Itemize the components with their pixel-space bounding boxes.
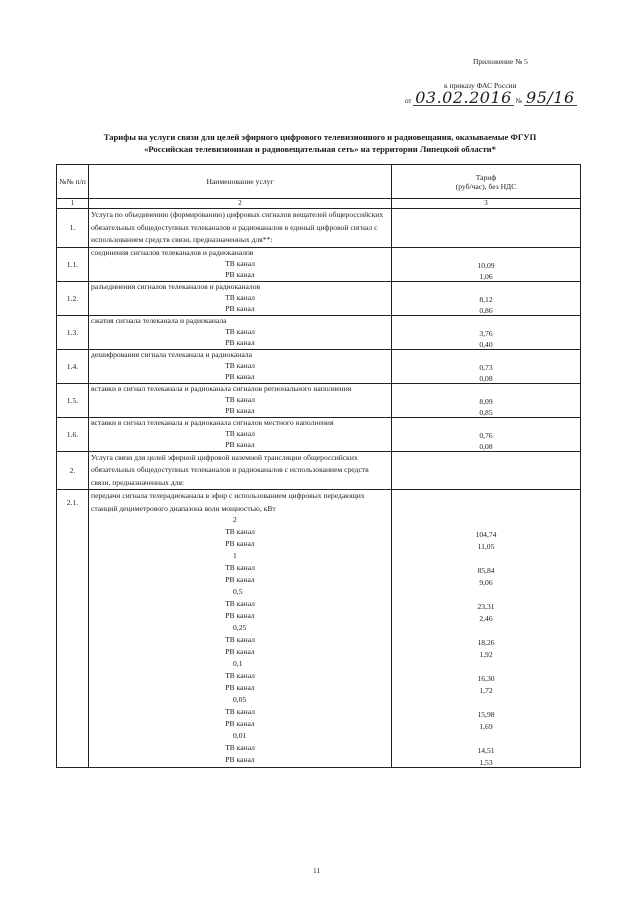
rv-channel-tariff: 0,40 (392, 338, 581, 350)
row-tariff (392, 587, 581, 599)
table-row (57, 659, 581, 671)
row-num: 2. (57, 451, 89, 490)
table-row (57, 315, 581, 327)
tv-channel-tariff: 14,51 (392, 743, 581, 755)
rv-channel-tariff: 1,72 (392, 683, 581, 695)
tv-channel-label: ТВ канал (89, 743, 392, 755)
header-service: Наименование услуг (89, 165, 392, 199)
table-row (57, 755, 581, 768)
table-row (57, 539, 581, 551)
row-tariff (392, 451, 581, 490)
table-row (57, 719, 581, 731)
rv-channel-tariff: 0,86 (392, 304, 581, 316)
table-row (57, 327, 581, 338)
row-service: вставки в сигнал телеканала и радиоканала сигналов местного наполнения (89, 417, 392, 429)
rv-channel-label: РВ канал (89, 406, 392, 418)
row-num (57, 623, 89, 659)
tv-channel-tariff: 23,31 (392, 599, 581, 611)
row-service: разъединения сигналов телеканалов и радиоканалов (89, 281, 392, 293)
tv-channel-label: ТВ канал (89, 635, 392, 647)
tv-channel-label: ТВ канал (89, 527, 392, 539)
row-tariff (392, 623, 581, 635)
row-tariff (392, 247, 581, 259)
table-row (57, 247, 581, 259)
tv-channel-label: ТВ канал (89, 599, 392, 611)
power-level: 0,1 (89, 659, 392, 671)
power-level: 0,01 (89, 731, 392, 743)
table-row (57, 383, 581, 395)
row-num: 1.1. (57, 247, 89, 281)
row-service: Услуга связи для целей эфирной цифровой наземной трансляции общероссийских обязательных общедоступных телеканалов и радиоканалов с использованием средств связи, предназначенных для: (89, 451, 392, 490)
table-row (57, 440, 581, 452)
row-tariff (392, 490, 581, 516)
tv-channel-tariff: 3,76 (392, 327, 581, 338)
table-row (57, 349, 581, 361)
tv-channel-label: ТВ канал (89, 327, 392, 338)
row-tariff (392, 551, 581, 563)
row-tariff (392, 731, 581, 743)
rv-channel-label: РВ канал (89, 683, 392, 695)
table-row (57, 611, 581, 623)
rv-channel-tariff: 1,06 (392, 270, 581, 282)
table-row (57, 372, 581, 384)
power-level: 0,05 (89, 695, 392, 707)
rv-channel-tariff: 0,08 (392, 372, 581, 384)
row-service: вставки в сигнал телеканала и радиоканала сигналов регионального наполнения (89, 383, 392, 395)
tv-channel-label: ТВ канал (89, 671, 392, 683)
power-levels-body (57, 515, 581, 768)
rv-channel-label: РВ канал (89, 270, 392, 282)
tv-channel-label: ТВ канал (89, 707, 392, 719)
rv-channel-label: РВ канал (89, 575, 392, 587)
table-row (57, 683, 581, 695)
table-row (57, 743, 581, 755)
table-row (57, 209, 581, 248)
table-row (57, 551, 581, 563)
document-title (60, 131, 580, 155)
power-level: 0,5 (89, 587, 392, 599)
table-row (57, 731, 581, 743)
rv-channel-label: РВ канал (89, 338, 392, 350)
tv-channel-tariff: 85,84 (392, 563, 581, 575)
tv-channel-tariff: 10,09 (392, 259, 581, 270)
row-num: 1.3. (57, 315, 89, 349)
row-num (57, 515, 89, 551)
appendix-label: Приложение № 5 (473, 57, 528, 66)
table-row (57, 515, 581, 527)
rv-channel-label: РВ канал (89, 755, 392, 768)
tv-channel-tariff: 0,73 (392, 361, 581, 372)
rv-channel-label: РВ канал (89, 611, 392, 623)
col-num-2: 2 (89, 199, 392, 209)
header-num: №№ п/п (57, 165, 89, 199)
table-row (57, 527, 581, 539)
number-prefix: № (515, 97, 523, 105)
power-level: 0,25 (89, 623, 392, 635)
table-row (57, 417, 581, 429)
table-row (57, 451, 581, 490)
table-row (57, 361, 581, 372)
table-row (57, 406, 581, 418)
tv-channel-tariff: 16,30 (392, 671, 581, 683)
col-num-3: 3 (392, 199, 581, 209)
row-num (57, 551, 89, 587)
rv-channel-tariff: 1,69 (392, 719, 581, 731)
row-tariff (392, 383, 581, 395)
tv-channel-label: ТВ канал (89, 563, 392, 575)
table-row (57, 293, 581, 304)
subsections-body (57, 247, 581, 451)
rv-channel-label: РВ канал (89, 539, 392, 551)
tv-channel-tariff: 18,26 (392, 635, 581, 647)
tariff-table (56, 164, 581, 768)
table-row (57, 281, 581, 293)
power-level: 1 (89, 551, 392, 563)
tv-channel-label: ТВ канал (89, 259, 392, 270)
row-tariff (392, 209, 581, 248)
table-header-row (57, 165, 581, 199)
row-num: 1. (57, 209, 89, 248)
table-row (57, 338, 581, 350)
row-tariff (392, 659, 581, 671)
rv-channel-tariff: 9,06 (392, 575, 581, 587)
col-num-1: 1 (57, 199, 89, 209)
table-row (57, 270, 581, 282)
rv-channel-tariff: 1,92 (392, 647, 581, 659)
tv-channel-tariff: 8,12 (392, 293, 581, 304)
row-service: дешифрования сигнала телеканала и радиоканала (89, 349, 392, 361)
row-num (57, 731, 89, 768)
table-row (57, 395, 581, 406)
page-number: 11 (313, 866, 321, 875)
table-row (57, 671, 581, 683)
row-num (57, 659, 89, 695)
row-service: передачи сигнала телерадиоканала в эфир с использованием цифровых передающих станций дециметрового диапазона волн мощностью, кВт (89, 490, 392, 516)
table-row (57, 575, 581, 587)
rv-channel-label: РВ канал (89, 719, 392, 731)
table-row (57, 599, 581, 611)
row-num: 1.4. (57, 349, 89, 383)
row-service: сжатия сигнала телеканала и радиоканала (89, 315, 392, 327)
handwritten-date: 03.02.2016 (415, 88, 512, 107)
order-date-line (405, 88, 577, 107)
table-row (57, 647, 581, 659)
row-num (57, 587, 89, 623)
row-num: 2.1. (57, 490, 89, 516)
row-tariff (392, 349, 581, 361)
rv-channel-tariff: 1,53 (392, 755, 581, 768)
table-row (57, 623, 581, 635)
title-line-2: «Российская телевизионная и радиовещательная сеть» на территории Липецкой области* (144, 144, 496, 154)
row-tariff (392, 281, 581, 293)
rv-channel-label: РВ канал (89, 440, 392, 452)
rv-channel-label: РВ канал (89, 304, 392, 316)
rv-channel-tariff: 0,85 (392, 406, 581, 418)
row-num: 1.5. (57, 383, 89, 417)
column-number-row (57, 199, 581, 209)
row-service: Услуга по объединению (формированию) цифровых сигналов вещателей общероссийских обязательных общедоступных телеканалов и радиоканалов в единый цифровой сигнал с использованием средств связи, предназначенных для**: (89, 209, 392, 248)
table-row (57, 429, 581, 440)
tv-channel-label: ТВ канал (89, 293, 392, 304)
table-row (57, 563, 581, 575)
row-num: 1.6. (57, 417, 89, 451)
table-row (57, 259, 581, 270)
rv-channel-tariff: 0,08 (392, 440, 581, 452)
header-tariff-line2: (руб/час), без НДС (455, 181, 517, 191)
rv-channel-label: РВ канал (89, 372, 392, 384)
row-tariff (392, 315, 581, 327)
row-tariff (392, 417, 581, 429)
row-service: соединения сигналов телеканалов и радиоканалов (89, 247, 392, 259)
row-num: 1.2. (57, 281, 89, 315)
table-row (57, 707, 581, 719)
rv-channel-tariff: 2,46 (392, 611, 581, 623)
header-tariff-line1: Тариф (475, 172, 497, 182)
tv-channel-tariff: 8,09 (392, 395, 581, 406)
table-row (57, 635, 581, 647)
row-tariff (392, 515, 581, 527)
tv-channel-tariff: 0,76 (392, 429, 581, 440)
row-tariff (392, 695, 581, 707)
tv-channel-label: ТВ канал (89, 395, 392, 406)
tv-channel-label: ТВ канал (89, 429, 392, 440)
table-row (57, 490, 581, 516)
date-prefix: от (405, 97, 412, 105)
rv-channel-label: РВ канал (89, 647, 392, 659)
row-num (57, 695, 89, 731)
table-row (57, 695, 581, 707)
tv-channel-tariff: 15,98 (392, 707, 581, 719)
title-line-1: Тарифы на услуги связи для целей эфирного цифрового телевизионного и радиовещания, оказываемые ФГУП (103, 132, 537, 142)
table-row (57, 304, 581, 316)
tv-channel-tariff: 104,74 (392, 527, 581, 539)
table-row (57, 587, 581, 599)
rv-channel-tariff: 11,05 (392, 539, 581, 551)
handwritten-order-number: 95/16 (526, 88, 575, 107)
header-tariff (392, 165, 581, 199)
tv-channel-label: ТВ канал (89, 361, 392, 372)
order-label: к приказу ФАС России (444, 81, 517, 90)
power-level: 2 (89, 515, 392, 527)
